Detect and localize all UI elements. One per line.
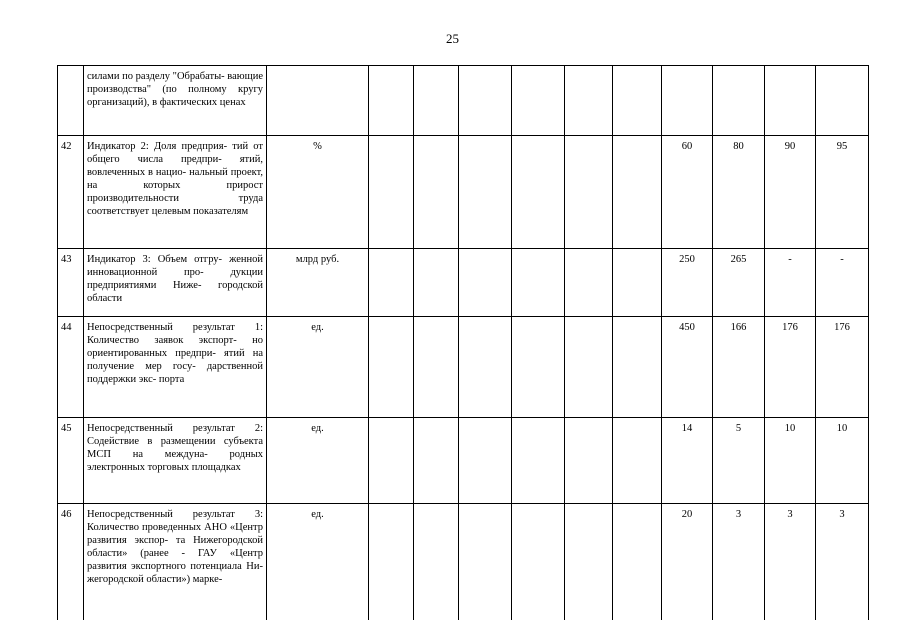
value-cell [765, 66, 816, 136]
value-cell [565, 249, 613, 317]
value-cell [613, 317, 662, 418]
row-number [58, 66, 84, 136]
value-cell [662, 66, 713, 136]
value-cell [613, 418, 662, 504]
value-cell [459, 66, 512, 136]
table-body [58, 66, 869, 620]
value-cell [369, 418, 414, 504]
value-cell [512, 504, 565, 620]
value-cell: 5 [713, 418, 765, 504]
table-row [58, 504, 869, 620]
value-cell [816, 66, 869, 136]
value-cell [565, 418, 613, 504]
row-number: 42 [58, 136, 84, 249]
value-cell [512, 418, 565, 504]
value-cell [414, 418, 459, 504]
value-cell [565, 317, 613, 418]
value-cell [512, 249, 565, 317]
value-cell [512, 136, 565, 249]
indicator-name: Непосредственный результат 3: Количество проведенных АНО «Центр развития экспор- та Нижегородской области» (ранее - ГАУ «Центр развития экспортного потенциала Ни- жегородской области») марке- [84, 504, 267, 620]
value-cell: 10 [816, 418, 869, 504]
value-cell: 90 [765, 136, 816, 249]
row-number: 44 [58, 317, 84, 418]
value-cell: 14 [662, 418, 713, 504]
unit-cell: ед. [267, 504, 369, 620]
table-row [58, 317, 869, 418]
value-cell [459, 317, 512, 418]
value-cell [613, 249, 662, 317]
value-cell [369, 66, 414, 136]
value-cell [414, 249, 459, 317]
value-cell: 265 [713, 249, 765, 317]
value-cell: 176 [765, 317, 816, 418]
value-cell [459, 249, 512, 317]
value-cell: 250 [662, 249, 713, 317]
unit-cell: млрд руб. [267, 249, 369, 317]
indicator-name: Индикатор 2: Доля предприя- тий от общего числа предпри- ятий, вовлеченных в нацио- нальный проект, на которых прирост производительности труда соответствует целевым показателям [84, 136, 267, 249]
value-cell [369, 249, 414, 317]
value-cell [713, 66, 765, 136]
value-cell [565, 136, 613, 249]
value-cell [512, 317, 565, 418]
value-cell [414, 66, 459, 136]
row-number: 43 [58, 249, 84, 317]
value-cell [459, 418, 512, 504]
value-cell [613, 504, 662, 620]
value-cell: 166 [713, 317, 765, 418]
value-cell [613, 66, 662, 136]
value-cell: 3 [816, 504, 869, 620]
value-cell [414, 317, 459, 418]
unit-cell: ед. [267, 418, 369, 504]
table-row [58, 249, 869, 317]
value-cell: 176 [816, 317, 869, 418]
value-cell: 60 [662, 136, 713, 249]
value-cell [414, 504, 459, 620]
indicator-name: Непосредственный результат 1: Количество заявок экспорт- но ориентированных предпри- ятий на получение мер госу- дарственной поддержки экс- порта [84, 317, 267, 418]
indicator-name: силами по разделу "Обрабаты- вающие производства" (по полному кругу организаций), в фактических ценах [84, 66, 267, 136]
value-cell: 3 [713, 504, 765, 620]
row-number: 46 [58, 504, 84, 620]
value-cell: 3 [765, 504, 816, 620]
value-cell: 20 [662, 504, 713, 620]
unit-cell: ед. [267, 317, 369, 418]
indicator-name: Непосредственный результат 2: Содействие в размещении субъекта МСП на междуна- родных электронных торговых площадках [84, 418, 267, 504]
value-cell [369, 317, 414, 418]
value-cell [369, 136, 414, 249]
value-cell [613, 136, 662, 249]
unit-cell: % [267, 136, 369, 249]
indicator-name: Индикатор 3: Объем отгру- женной инновационной про- дукции предприятиями Ниже- городской области [84, 249, 267, 317]
value-cell: 450 [662, 317, 713, 418]
value-cell: 10 [765, 418, 816, 504]
indicators-table [57, 65, 869, 620]
value-cell [459, 504, 512, 620]
value-cell: 80 [713, 136, 765, 249]
value-cell: 95 [816, 136, 869, 249]
page-number: 25 [446, 31, 459, 46]
table-row [58, 418, 869, 504]
row-number: 45 [58, 418, 84, 504]
value-cell [459, 136, 512, 249]
value-cell [414, 136, 459, 249]
unit-cell [267, 66, 369, 136]
value-cell [369, 504, 414, 620]
table-row [58, 66, 869, 136]
value-cell [565, 66, 613, 136]
value-cell: - [765, 249, 816, 317]
value-cell [565, 504, 613, 620]
value-cell [512, 66, 565, 136]
table-row [58, 136, 869, 249]
value-cell: - [816, 249, 869, 317]
